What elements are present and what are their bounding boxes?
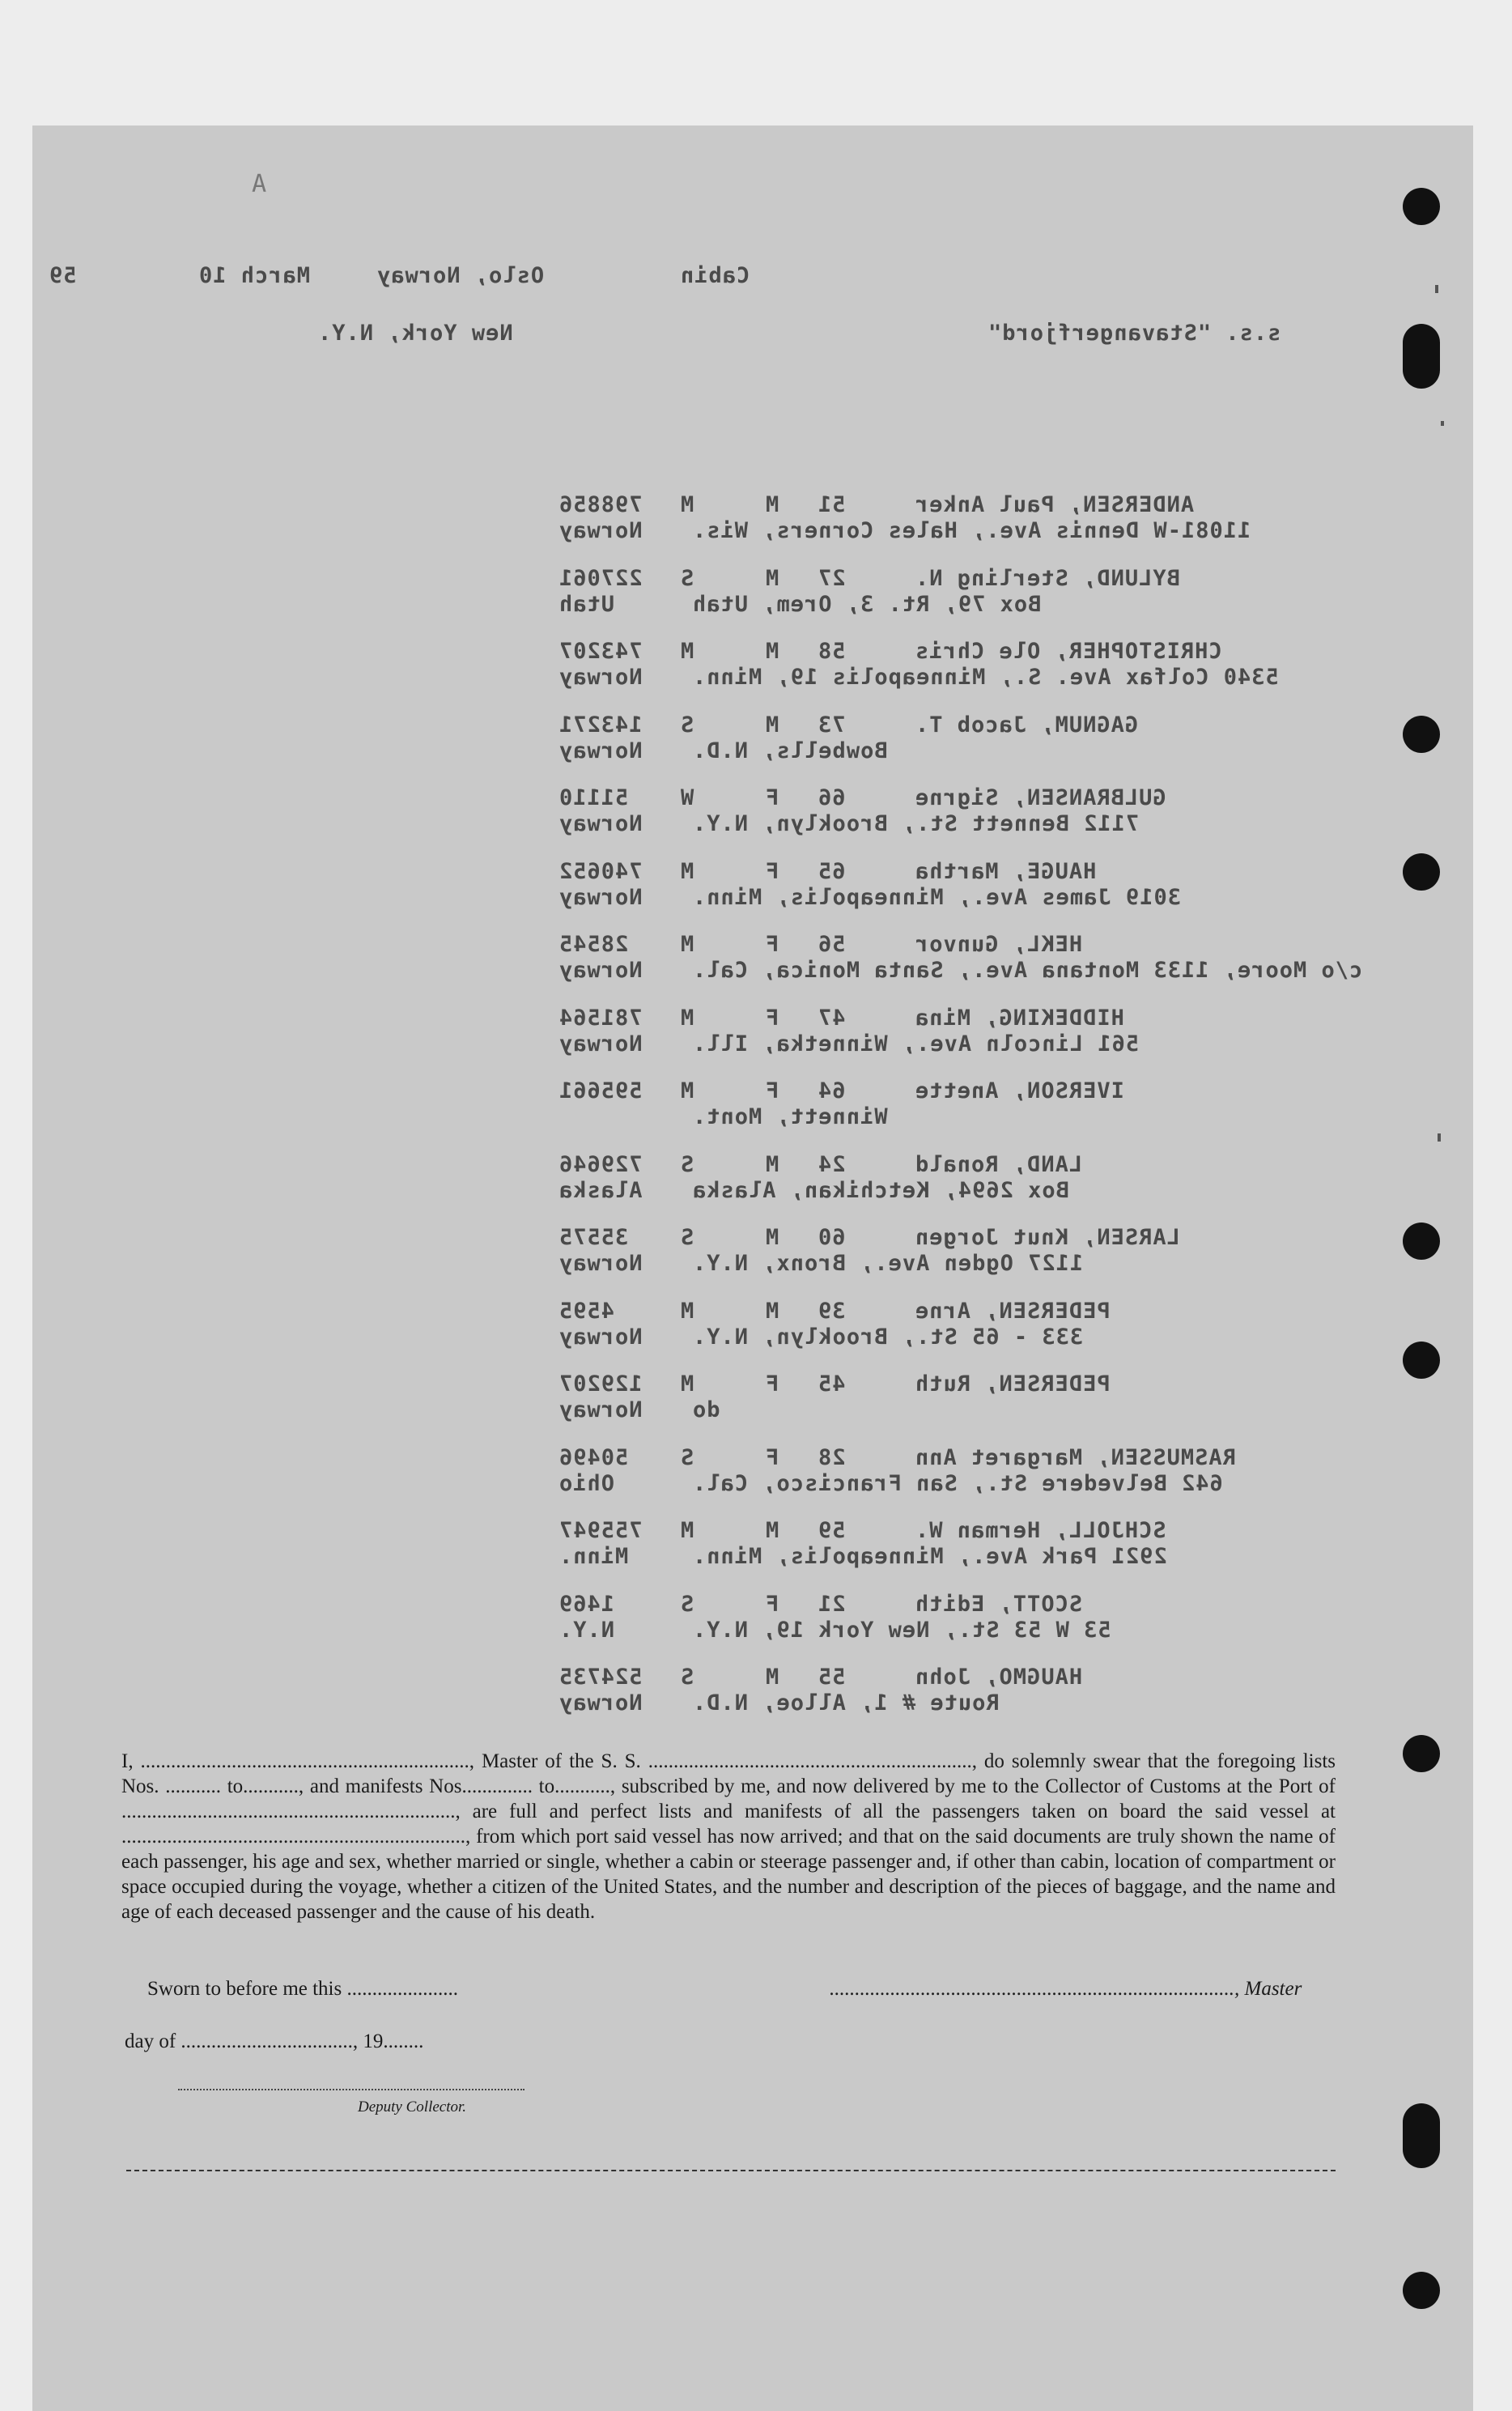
- punch-hole: [1403, 2272, 1440, 2309]
- passenger-entry: [559, 859, 1319, 917]
- passenger-number: 798856: [559, 492, 643, 517]
- passenger-status: M: [680, 639, 694, 664]
- passenger-age: 27: [818, 566, 846, 591]
- punch-hole: [1403, 853, 1440, 891]
- passenger-address: do: [692, 1397, 720, 1422]
- passenger-number: 524735: [559, 1665, 643, 1690]
- passenger-address: Bowbells, N.D.: [692, 738, 888, 763]
- passenger-number: 28545: [559, 932, 629, 957]
- passenger-status: M: [680, 932, 694, 957]
- passenger-entry: [559, 1592, 1319, 1650]
- passenger-origin: Norway: [559, 958, 643, 983]
- passenger-name: SCHJOLL, Herman W.: [915, 1518, 1166, 1543]
- passenger-number: 1469: [559, 1592, 615, 1617]
- passenger-number: 740652: [559, 859, 643, 884]
- passenger-origin: Norway: [559, 1031, 643, 1057]
- passenger-entry: [559, 639, 1319, 697]
- header-port: Oslo, Norway: [376, 263, 545, 288]
- passenger-sex: M: [765, 1518, 779, 1543]
- passenger-entry: [559, 1299, 1319, 1357]
- passenger-sex: M: [765, 639, 779, 664]
- passenger-sex: M: [765, 1665, 779, 1690]
- passenger-entry: [559, 1371, 1319, 1430]
- header-date: March 10: [198, 263, 311, 288]
- passenger-sex: F: [765, 932, 779, 957]
- passenger-number: 35575: [559, 1225, 629, 1250]
- passenger-status: S: [680, 712, 694, 738]
- passenger-address: Box 2694, Ketchikan, Alaska: [692, 1178, 1069, 1203]
- passenger-origin: Norway: [559, 885, 643, 910]
- passenger-number: 50496: [559, 1445, 629, 1470]
- passenger-entry: [559, 1225, 1319, 1283]
- passenger-status: S: [680, 566, 694, 591]
- passenger-address: 561 Lincoln Ave., Winnetka, Ill.: [692, 1031, 1140, 1057]
- page-mark: A: [251, 170, 267, 198]
- header-destination: New York, N.Y.: [317, 321, 513, 346]
- passenger-address: Box 79, Rt. 3, Orem, Utah: [692, 592, 1042, 617]
- passenger-status: M: [680, 1371, 694, 1397]
- passenger-sex: M: [765, 1152, 779, 1177]
- passenger-sex: F: [765, 1592, 779, 1617]
- passenger-origin: Norway: [559, 738, 643, 763]
- passenger-origin: Norway: [559, 1690, 643, 1716]
- passenger-name: CHRISTOPHER, Ole Chris: [915, 639, 1222, 664]
- passenger-age: 45: [818, 1371, 846, 1397]
- passenger-origin: Norway: [559, 1397, 643, 1422]
- passenger-age: 66: [818, 785, 846, 810]
- passenger-address: 11081-W Dennis Ave., Hales Corners, Wis.: [692, 518, 1251, 543]
- speck: [1438, 1133, 1441, 1142]
- passenger-age: 58: [818, 639, 846, 664]
- punch-hole: [1403, 716, 1440, 753]
- passenger-name: PEDERSEN, Arne: [915, 1299, 1111, 1324]
- passenger-address: 7112 Bennett St., Brooklyn, N.Y.: [692, 811, 1140, 836]
- passenger-status: S: [680, 1152, 694, 1177]
- passenger-entry: [559, 1152, 1319, 1210]
- header-class: Cabin: [680, 263, 750, 288]
- header-ship: s.s. "Stavangerfjord": [987, 321, 1281, 346]
- passenger-sex: M: [765, 1225, 779, 1250]
- passenger-entry: [559, 492, 1319, 551]
- passenger-number: 595661: [559, 1078, 643, 1103]
- passenger-entry: [559, 1665, 1319, 1723]
- passenger-origin: Ohio: [559, 1471, 615, 1496]
- passenger-name: HAUGE, Martha: [915, 859, 1097, 884]
- passenger-status: M: [680, 1078, 694, 1103]
- passenger-age: 64: [818, 1078, 846, 1103]
- passenger-status: S: [680, 1592, 694, 1617]
- deputy-label: Deputy Collector.: [358, 2098, 467, 2115]
- passenger-sex: F: [765, 1078, 779, 1103]
- passenger-origin: Norway: [559, 1325, 643, 1350]
- passenger-status: S: [680, 1225, 694, 1250]
- passenger-origin: Utah: [559, 592, 615, 617]
- passenger-origin: Norway: [559, 518, 643, 543]
- passenger-sex: M: [765, 566, 779, 591]
- passenger-name: RASMUSSEN, Margaret Ann: [915, 1445, 1236, 1470]
- passenger-number: 129207: [559, 1371, 643, 1397]
- punch-hole: [1403, 2103, 1440, 2168]
- passenger-sex: M: [765, 492, 779, 517]
- passenger-status: M: [680, 1299, 694, 1324]
- bottom-rule: [126, 2170, 1336, 2171]
- passenger-age: 59: [818, 1518, 846, 1543]
- passenger-entry: [559, 1445, 1319, 1503]
- passenger-age: 21: [818, 1592, 846, 1617]
- punch-hole: [1403, 1223, 1440, 1260]
- passenger-name: GULBRANSEN, Sigrne: [915, 785, 1166, 810]
- passenger-name: HAUGMO, John: [915, 1665, 1083, 1690]
- passenger-name: SCOTT, Edith: [915, 1592, 1083, 1617]
- passenger-sex: F: [765, 859, 779, 884]
- passenger-number: 51110: [559, 785, 629, 810]
- passenger-status: S: [680, 1445, 694, 1470]
- oath-text: I, ................................................................., Master of the S. S. ................................................................, do solemnly swear that the foregoing lists Nos. ........... to..........., and manifests Nos.............. to..........., subscribed by me, and now delivered by me to the Collector of Customs at the Port of .................................................................., are full and perfect lists and manifests of all the passengers taken on board the said vessel at ...................................................................., from which port said vessel has now arrived; and that on the said documents are truly shown the name of each passenger, his age and sex, whether married or single, whether a cabin or steerage passenger and, if other than cabin, location of compartment or space occupied during the voyage, whether a citizen of the United States, and the number and description of the pieces of baggage, and the name and age of each deceased passenger and the cause of his death.: [121, 1750, 1336, 1923]
- passenger-entry: [559, 566, 1319, 624]
- passenger-address: 333 - 65 St., Brooklyn, N.Y.: [692, 1325, 1084, 1350]
- passenger-sex: F: [765, 1445, 779, 1470]
- passenger-number: 781564: [559, 1006, 643, 1031]
- passenger-origin: N.Y.: [559, 1618, 615, 1643]
- passenger-number: 143271: [559, 712, 643, 738]
- passenger-origin: Alaska: [559, 1178, 643, 1203]
- passenger-sex: M: [765, 1299, 779, 1324]
- passenger-name: HIDDEKING, Mina: [915, 1006, 1124, 1031]
- passenger-entry: [559, 785, 1319, 844]
- passenger-number: 743207: [559, 639, 643, 664]
- speck: [1435, 285, 1438, 293]
- punch-hole: [1403, 188, 1440, 225]
- passenger-name: GAGNUM, Jacob T.: [915, 712, 1139, 738]
- passenger-address: c/o Moore, 1133 Montana Ave., Santa Monica, Cal.: [692, 958, 1363, 983]
- passenger-entry: [559, 1078, 1319, 1137]
- passenger-age: 28: [818, 1445, 846, 1470]
- passenger-age: 65: [818, 859, 846, 884]
- punch-hole: [1403, 324, 1440, 389]
- passenger-address: 2921 Park Ave., Minneapolis, Minn.: [692, 1544, 1167, 1569]
- passenger-address: Route # 1, Alloe, N.D.: [692, 1690, 1000, 1716]
- passenger-status: M: [680, 1006, 694, 1031]
- passenger-number: 227061: [559, 566, 643, 591]
- passenger-age: 24: [818, 1152, 846, 1177]
- passenger-name: LAND, Ronald: [915, 1152, 1083, 1177]
- passenger-age: 73: [818, 712, 846, 738]
- passenger-sex: F: [765, 785, 779, 810]
- passenger-name: IVERSON, Anette: [915, 1078, 1124, 1103]
- passenger-sex: F: [765, 1371, 779, 1397]
- speck: [1441, 421, 1444, 426]
- passenger-entry: [559, 712, 1319, 771]
- passenger-sex: M: [765, 712, 779, 738]
- deputy-signature-rule: [178, 2089, 525, 2090]
- oath-paragraph: [121, 1749, 1336, 1924]
- passenger-entry: [559, 1518, 1319, 1576]
- passenger-address: Winnett, Mont.: [692, 1104, 888, 1129]
- passenger-number: 729646: [559, 1152, 643, 1177]
- passenger-status: M: [680, 1518, 694, 1543]
- passenger-number: 755947: [559, 1518, 643, 1543]
- passenger-status: W: [680, 785, 694, 810]
- passenger-name: PEDERSEN, Ruth: [915, 1371, 1111, 1397]
- passenger-name: BYLUND, Sterling N.: [915, 566, 1180, 591]
- passenger-age: 60: [818, 1225, 846, 1250]
- passenger-age: 51: [818, 492, 846, 517]
- passenger-sex: F: [765, 1006, 779, 1031]
- passenger-entry: [559, 1006, 1319, 1064]
- passenger-address: 3019 James Ave., Minneapolis, Minn.: [692, 885, 1181, 910]
- passenger-address: 1127 Ogden Ave., Bronx, N.Y.: [692, 1251, 1084, 1276]
- passenger-status: M: [680, 492, 694, 517]
- page-number: 59: [49, 263, 77, 288]
- master-signature-line: ................................................................................, Master: [830, 1978, 1302, 2000]
- passenger-address: 642 Belvedere St., San Francisco, Cal.: [692, 1471, 1223, 1496]
- passenger-number: 4595: [559, 1299, 615, 1324]
- passenger-address: 5340 Colfax Ave. S., Minneapolis 19, Minn.: [692, 665, 1279, 690]
- passenger-age: 55: [818, 1665, 846, 1690]
- sworn-line: Sworn to before me this ......................: [147, 1978, 458, 2000]
- punch-hole: [1403, 1735, 1440, 1772]
- passenger-status: S: [680, 1665, 694, 1690]
- passenger-name: ANDERSEN, Paul Anker: [915, 492, 1195, 517]
- passenger-age: 39: [818, 1299, 846, 1324]
- passenger-origin: Norway: [559, 665, 643, 690]
- passenger-origin: Norway: [559, 1251, 643, 1276]
- passenger-address: 53 W 53 St., New York 19, N.Y.: [692, 1618, 1111, 1643]
- passenger-status: M: [680, 859, 694, 884]
- passenger-entry: [559, 932, 1363, 990]
- punch-hole: [1403, 1342, 1440, 1379]
- passenger-origin: Minn.: [559, 1544, 629, 1569]
- passenger-origin: Norway: [559, 811, 643, 836]
- passenger-age: 47: [818, 1006, 846, 1031]
- passenger-age: 56: [818, 932, 846, 957]
- day-line: day of .................................., 19........: [125, 2030, 424, 2052]
- passenger-name: LARSEN, Knut Jorgen: [915, 1225, 1180, 1250]
- passenger-name: HEKL, Gunvor: [915, 932, 1083, 957]
